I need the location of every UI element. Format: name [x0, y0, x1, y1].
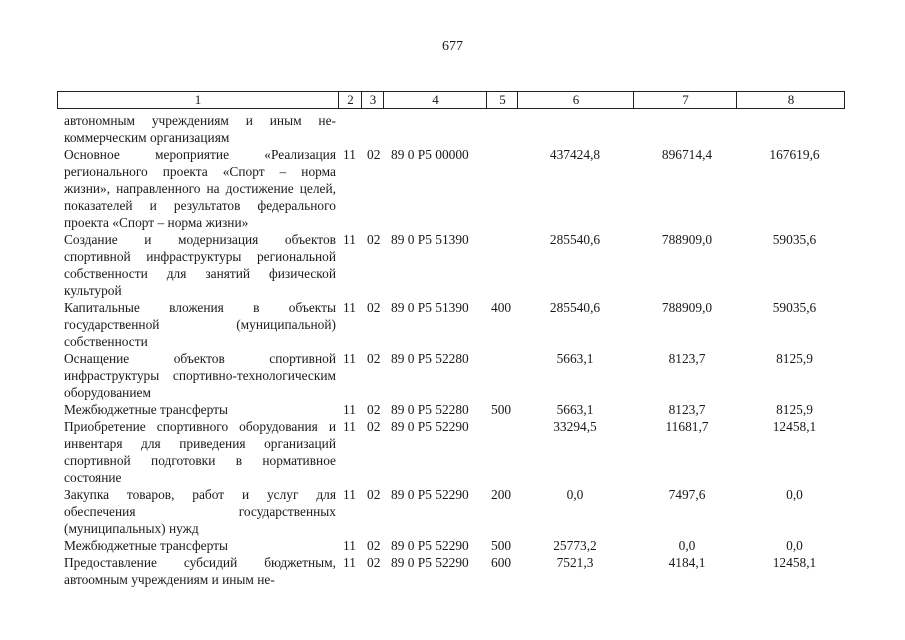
row-value-6: 5663,1: [556, 351, 594, 366]
header-col-6: 6: [517, 92, 634, 108]
row-subsection: 02: [367, 487, 381, 502]
row-value-8: 8125,9: [776, 351, 813, 366]
row-value-7: 788909,0: [661, 300, 713, 315]
header-col-3: 3: [361, 92, 384, 108]
table-row: [0, 112, 905, 146]
row-target-code: 89 0 P5 00000: [391, 147, 469, 162]
row-description: Создание и модернизация объектов спортивной инфраструктуры региональной собственности для занятий физической культурой: [64, 232, 336, 298]
table-row: [0, 486, 905, 537]
row-expense-type: 200: [491, 487, 512, 502]
table-row: [0, 554, 905, 588]
page-number: 677: [442, 39, 463, 54]
row-value-8: 59035,6: [772, 232, 817, 247]
row-description: Предоставление субсидий бюджетным, автоомным учреждениям и иным не-: [64, 555, 336, 587]
row-subsection: 02: [367, 538, 381, 553]
row-section: 11: [343, 555, 356, 570]
row-subsection: 02: [367, 555, 381, 570]
row-value-7: 11681,7: [665, 419, 709, 434]
row-expense-type: 600: [491, 555, 512, 570]
row-value-7: 0,0: [678, 538, 696, 553]
table-row: [0, 350, 905, 401]
row-value-7: 7497,6: [668, 487, 706, 502]
row-target-code: 89 0 P5 51390: [391, 300, 469, 315]
row-description: Приобретение спортивного оборудования и инвентаря для приведения организаций спортивной подготовки в нормативное состояние: [64, 419, 336, 485]
row-subsection: 02: [367, 402, 381, 417]
row-description: Закупка товаров, работ и услуг для обеспечения государственных (муниципальных) нужд: [64, 487, 336, 536]
row-target-code: 89 0 P5 51390: [391, 232, 469, 247]
header-col-4: 4: [383, 92, 487, 108]
table-row: [0, 231, 905, 299]
header-col-1: 1: [194, 92, 202, 107]
row-value-6: 5663,1: [556, 402, 594, 417]
row-description: Межбюджетные трансферты: [64, 538, 228, 553]
header-col-5: 5: [486, 92, 518, 108]
row-target-code: 89 0 P5 52290: [391, 487, 469, 502]
row-value-8: 0,0: [786, 487, 803, 502]
row-value-7: 8123,7: [668, 351, 706, 366]
row-section: 11: [343, 487, 356, 502]
table-row: [0, 418, 905, 486]
row-value-8: 0,0: [786, 538, 803, 553]
row-section: 11: [343, 300, 356, 315]
row-section: 11: [343, 402, 356, 417]
header-col-2: 2: [338, 92, 362, 108]
row-description: Основное мероприятие «Реализация регионального проекта «Спорт – норма жизни», направленного на достижение целей, показателей и результатов федерального проекта «Спорт – норма жизни»: [64, 147, 336, 230]
row-value-6: 33294,5: [553, 419, 597, 434]
row-target-code: 89 0 P5 52280: [391, 351, 469, 366]
table-row: [0, 299, 905, 350]
row-expense-type: 500: [491, 402, 512, 417]
row-value-8: 167619,6: [769, 147, 820, 162]
row-value-7: 4184,1: [668, 555, 706, 570]
row-target-code: 89 0 P5 52290: [391, 555, 469, 570]
row-value-7: 8123,7: [668, 402, 706, 417]
row-target-code: 89 0 P5 52290: [391, 419, 469, 434]
row-value-6: 25773,2: [553, 538, 597, 553]
row-expense-type: 400: [491, 300, 512, 315]
row-expense-type: 500: [491, 538, 512, 553]
row-value-8: 12458,1: [772, 555, 817, 570]
table-row: [0, 146, 905, 231]
row-value-8: 8125,9: [776, 402, 813, 417]
row-value-6: 437424,8: [549, 147, 601, 162]
row-value-6: 0,0: [566, 487, 584, 502]
table-body: [0, 112, 905, 588]
row-section: 11: [343, 147, 356, 162]
row-section: 11: [343, 419, 356, 434]
row-value-6: 285540,6: [549, 300, 601, 315]
row-section: 11: [343, 538, 356, 553]
row-section: 11: [343, 351, 356, 366]
header-col-8: 8: [736, 92, 845, 108]
row-subsection: 02: [367, 300, 381, 315]
row-subsection: 02: [367, 232, 381, 247]
table-header: [57, 91, 845, 109]
row-subsection: 02: [367, 147, 381, 162]
row-description: Оснащение объектов спортивной инфраструктуры спортивно-технологическим оборудованием: [64, 351, 336, 400]
row-section: 11: [343, 232, 356, 247]
row-subsection: 02: [367, 419, 381, 434]
table-row: [0, 401, 905, 418]
row-target-code: 89 0 P5 52290: [391, 538, 469, 553]
table-row: [0, 537, 905, 554]
row-target-code: 89 0 P5 52280: [391, 402, 469, 417]
row-value-6: 7521,3: [556, 555, 594, 570]
row-value-7: 788909,0: [661, 232, 713, 247]
row-subsection: 02: [367, 351, 381, 366]
row-description: автономным учреждениям и иным не-коммерческим организациям: [64, 113, 336, 145]
row-description: Межбюджетные трансферты: [64, 402, 228, 417]
header-col-7: 7: [633, 92, 737, 108]
row-value-7: 896714,4: [661, 147, 713, 162]
row-value-6: 285540,6: [549, 232, 601, 247]
row-value-8: 12458,1: [772, 419, 817, 434]
row-value-8: 59035,6: [772, 300, 817, 315]
row-description: Капитальные вложения в объекты государственной (муниципальной) собственности: [64, 300, 336, 349]
